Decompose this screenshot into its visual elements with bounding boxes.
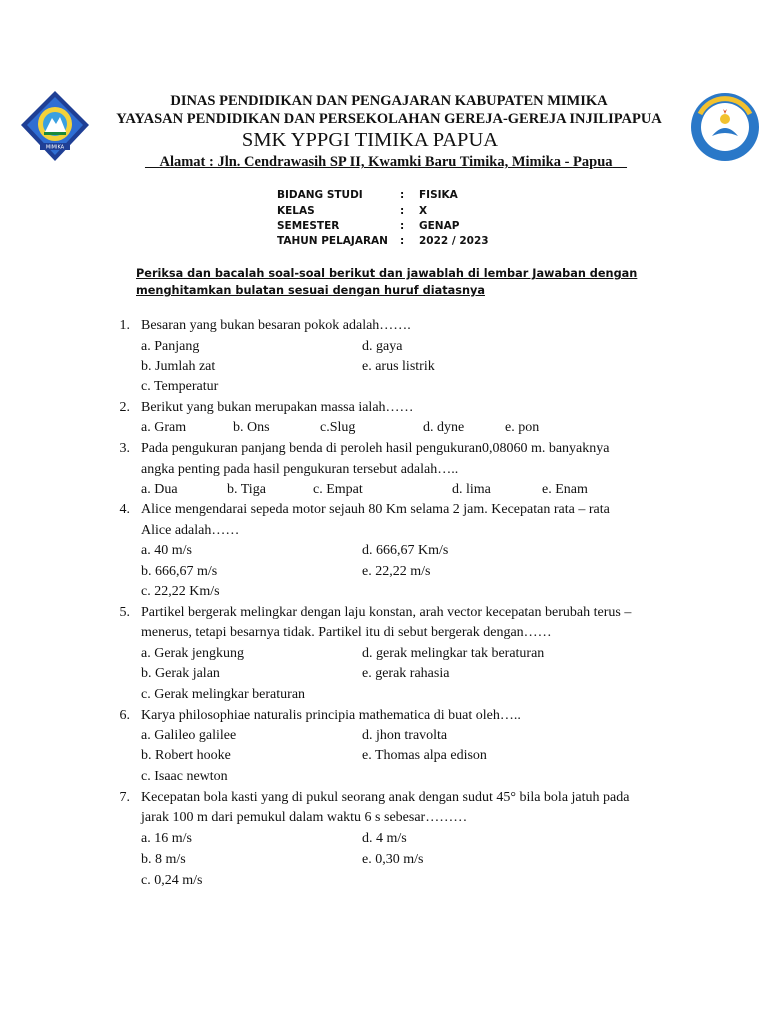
question-text-cont: angka penting pada hasil pengukuran tersebut adalah….. (141, 462, 459, 477)
option-e: e. 0,30 m/s (362, 852, 424, 867)
option-b: b. Ons (233, 420, 270, 435)
option-a: a. Gram (141, 420, 187, 435)
question-text-cont: jarak 100 m dari pemukul dalam waktu 6 s sebesar……… (141, 810, 468, 825)
question-number: 2. (119, 400, 130, 415)
info-value: FISIKA (419, 189, 458, 201)
option-d: d. 4 m/s (362, 831, 407, 846)
option-b: b. Gerak jalan (141, 666, 220, 681)
question-text: Alice mengendarai sepeda motor sejauh 80 Km selama 2 jam. Kecepatan rata – rata (141, 502, 610, 517)
option-e: e. Enam (542, 482, 588, 497)
school-name: SMK YPPGI TIMIKA PAPUA (241, 129, 499, 151)
question-text: Partikel bergerak melingkar dengan laju konstan, arah vector kecepatan berubah terus – (141, 605, 632, 620)
option-d: d. 666,67 Km/s (362, 543, 449, 558)
option-a: a. Dua (141, 482, 178, 497)
instruction-text: Periksa dan bacalah soal-soal berikut dan jawablah di lembar Jawaban dengan menghitamkan bulatan sesuai dengan huruf diatasnya (136, 267, 638, 297)
option-d: d. lima (452, 482, 491, 497)
question-text: Kecepatan bola kasti yang di pukul seorang anak dengan sudut 45° bila bola jatuh pada (141, 790, 630, 805)
info-value: 2022 / 2023 (419, 235, 489, 247)
option-e: e. 22,22 m/s (362, 564, 431, 579)
question-text-cont: menerus, tetapi besarnya tidak. Partikel itu di sebut bergerak dengan…… (141, 625, 552, 640)
option-a: a. Galileo galilee (141, 728, 237, 743)
option-d: d. gaya (362, 339, 403, 354)
option-b: b. 8 m/s (141, 852, 186, 867)
option-c: c.Slug (320, 420, 356, 435)
question-number: 4. (119, 502, 130, 517)
option-e: e. Thomas alpa edison (362, 748, 487, 763)
option-a: a. Gerak jengkung (141, 646, 245, 661)
option-c: c. Isaac newton (141, 769, 228, 784)
option-a: a. Panjang (141, 339, 200, 354)
question-number: 3. (119, 441, 130, 456)
option-d: d. dyne (423, 420, 465, 435)
logo-left-text: MIMIKA (45, 144, 65, 151)
question-number: 7. (119, 790, 130, 805)
option-b: b. 666,67 m/s (141, 564, 218, 579)
option-e: e. pon (505, 420, 540, 435)
option-c: c. Empat (313, 482, 363, 497)
info-value: X (419, 205, 428, 217)
question-text: Pada pengukuran panjang benda di peroleh hasil pengukuran0,08060 m. banyaknya (141, 441, 610, 456)
school-address: Alamat : Jln. Cendrawasih SP II, Kwamki Baru Timika, Mimika - Papua (159, 154, 613, 170)
option-b: b. Robert hooke (141, 748, 231, 763)
option-d: d. jhon travolta (362, 728, 448, 743)
info-label: TAHUN PELAJARAN (277, 235, 388, 247)
option-e: e. gerak rahasia (362, 666, 450, 681)
option-a: a. 40 m/s (141, 543, 192, 558)
option-b: b. Jumlah zat (141, 359, 216, 374)
question-number: 5. (119, 605, 130, 620)
option-c: c. Temperatur (141, 379, 219, 394)
option-d: d. gerak melingkar tak beraturan (362, 646, 545, 661)
question-text-cont: Alice adalah…… (141, 523, 240, 538)
info-label: SEMESTER (277, 220, 340, 232)
question-number: 6. (119, 708, 130, 723)
option-e: e. arus listrik (362, 359, 435, 374)
info-value: GENAP (419, 220, 460, 232)
header-foundation: YAYASAN PENDIDIKAN DAN PERSEKOLAHAN GEREJA-GEREJA INJILIPAPUA (116, 111, 662, 127)
question-text: Berikut yang bukan merupakan massa ialah…… (141, 400, 414, 415)
option-c: c. 0,24 m/s (141, 873, 203, 888)
question-text: Besaran yang bukan besaran pokok adalah……. (141, 318, 411, 333)
option-b: b. Tiga (227, 482, 266, 497)
option-c: c. Gerak melingkar beraturan (141, 687, 306, 702)
info-label: KELAS (277, 205, 315, 217)
option-a: a. 16 m/s (141, 831, 192, 846)
option-c: c. 22,22 Km/s (141, 584, 220, 599)
header-agency: DINAS PENDIDIKAN DAN PENGAJARAN KABUPATEN MIMIKA (170, 93, 608, 109)
question-number: 1. (119, 318, 130, 333)
question-text: Karya philosophiae naturalis principia mathematica di buat oleh….. (141, 708, 521, 723)
info-label: BIDANG STUDI (277, 189, 363, 201)
